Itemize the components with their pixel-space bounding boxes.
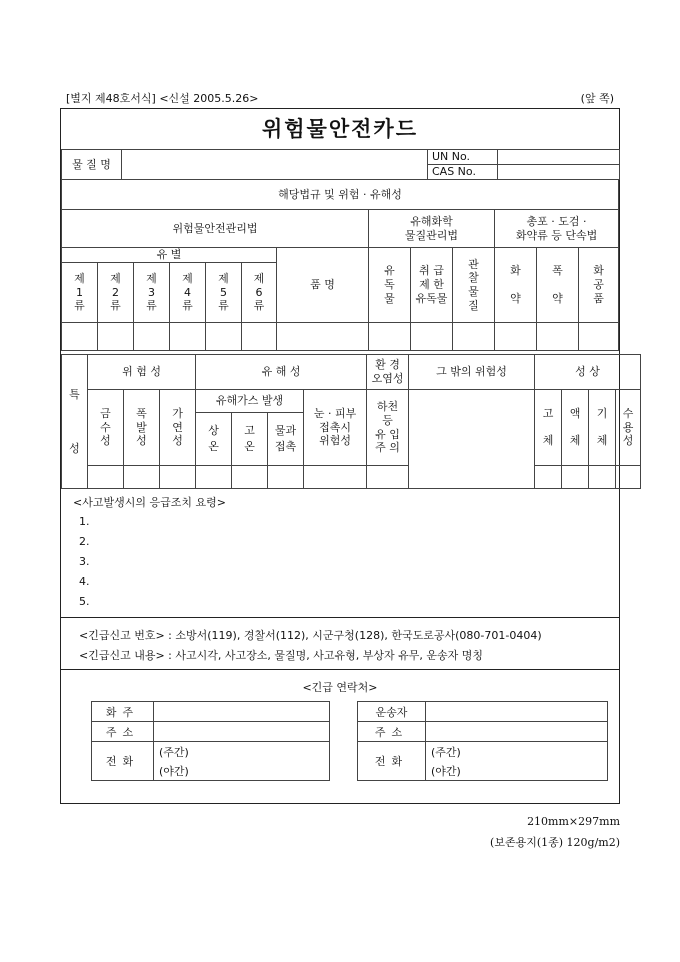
explosive-col: 폭 약 [537, 248, 579, 323]
toxic-substance-check[interactable] [369, 323, 411, 351]
gas-check[interactable] [589, 466, 616, 489]
class-6-check[interactable] [242, 323, 277, 351]
gas-col: 기 체 [589, 390, 616, 466]
emergency-item-4[interactable]: 4. [79, 575, 90, 588]
room-temp-check[interactable] [196, 466, 232, 489]
class-3-col: 제 3 류 [134, 263, 170, 323]
class-5-col: 제 5 류 [206, 263, 242, 323]
shipper-address-field[interactable] [154, 722, 330, 742]
substance-name-field[interactable] [122, 150, 428, 180]
dangerous-goods-law: 위험물안전관리법 [62, 210, 369, 248]
restricted-toxic-check[interactable] [411, 323, 453, 351]
liquid-check[interactable] [562, 466, 589, 489]
un-number-label: UN No. [428, 150, 498, 165]
river-inflow-check[interactable] [367, 466, 409, 489]
carrier-address-label: 주소 [358, 722, 426, 742]
carrier-address-field[interactable] [426, 722, 608, 742]
contact-title: <긴급 연락처> [302, 681, 378, 694]
carrier-label: 운송자 [358, 702, 426, 722]
gunpowder-check[interactable] [495, 323, 537, 351]
water-reactive-check[interactable] [88, 466, 124, 489]
carrier-night-phone[interactable]: (야간) [426, 761, 608, 781]
class-2-col: 제 2 류 [98, 263, 134, 323]
emergency-item-2[interactable]: 2. [79, 535, 90, 548]
emergency-calls [61, 617, 619, 670]
emergency-numbers: <긴급신고 번호> : 소방서(119), 경찰서(112), 시군구청(128), 한국도로공사(080-701-0404) [79, 629, 542, 642]
class-1-col: 제 1 류 [62, 263, 98, 323]
emergency-item-3[interactable]: 3. [79, 555, 90, 568]
shipper-field[interactable] [154, 702, 330, 722]
shipper-address-label: 주소 [92, 722, 154, 742]
soluble-check[interactable] [616, 466, 641, 489]
explosive-prop-col: 폭 발 성 [124, 390, 160, 466]
shipper-phone-label: 전화 [92, 742, 154, 781]
form-reference: [별지 제48호서식] <신설 2005.5.26> [66, 92, 259, 105]
cas-number-label: CAS No. [428, 165, 498, 180]
solid-col: 고 체 [535, 390, 562, 466]
skin-contact-col: 눈 · 피부 접촉시 위험성 [304, 390, 367, 466]
class-6-col: 제 6 류 [242, 263, 277, 323]
observation-substance-check[interactable] [453, 323, 495, 351]
product-name-field[interactable] [277, 323, 369, 351]
harm-header: 유 해 성 [196, 355, 367, 390]
soluble-col: 수 용 성 [616, 390, 641, 466]
class-2-check[interactable] [98, 323, 134, 351]
carrier-field[interactable] [426, 702, 608, 722]
carrier-contact-table [357, 701, 608, 781]
un-number-field[interactable] [498, 150, 620, 165]
paper-spec: (보존용지(1종) 120g/m2) [490, 836, 620, 849]
water-contact-col: 물과 접촉 [274, 423, 297, 453]
class-5-check[interactable] [206, 323, 242, 351]
shipper-day-phone[interactable]: (주간) [154, 742, 330, 762]
toxic-gas-header: 유해가스 발생 [196, 390, 303, 413]
paper-size: 210mm×297mm [527, 815, 620, 828]
gunpowder-col: 화 약 [495, 248, 537, 323]
class-header: 유 별 [62, 248, 277, 263]
emergency-title: <사고발생시의 응급조치 요령> [73, 496, 226, 509]
characteristics-side-label: 특 성 [62, 355, 88, 489]
state-header: 성 상 [535, 355, 641, 390]
water-contact-check[interactable] [268, 466, 304, 489]
shipper-night-phone[interactable]: (야간) [154, 761, 330, 781]
shipper-contact-table [91, 701, 330, 781]
page-title: 위험물안전카드 [61, 109, 619, 150]
emergency-item-5[interactable]: 5. [79, 595, 90, 608]
other-hazard-header: 그 밖의 위험성 [409, 355, 535, 390]
high-temp-col: 고 온 [232, 413, 268, 465]
skin-contact-check[interactable] [304, 466, 367, 489]
hazard-header: 위 험 성 [88, 355, 196, 390]
flammable-col: 가 연 성 [160, 390, 196, 466]
pyrotechnics-check[interactable] [579, 323, 619, 351]
properties-table [61, 354, 641, 489]
class-4-col: 제 4 류 [170, 263, 206, 323]
emergency-item-1[interactable]: 1. [79, 515, 90, 528]
carrier-day-phone[interactable]: (주간) [426, 742, 608, 762]
toxic-chemicals-law: 유해화학 물질관리법 [369, 210, 495, 248]
room-temp-col: 상 온 [196, 413, 232, 465]
laws-table [61, 179, 619, 351]
cas-number-field[interactable] [498, 165, 620, 180]
high-temp-check[interactable] [232, 466, 268, 489]
explosive-prop-check[interactable] [124, 466, 160, 489]
laws-section-title: 해당법규 및 위험 · 유해성 [62, 180, 619, 210]
explosive-check[interactable] [537, 323, 579, 351]
product-name-header: 품 명 [277, 248, 369, 323]
substance-name-label: 물 질 명 [62, 150, 122, 180]
toxic-gas-group [196, 390, 304, 466]
firearms-law: 총포 · 도검 · 화약류 등 단속법 [495, 210, 619, 248]
liquid-col: 액 체 [562, 390, 589, 466]
page-side-label: (앞 쪽) [580, 92, 614, 105]
class-3-check[interactable] [134, 323, 170, 351]
water-reactive-col: 금 수 성 [88, 390, 124, 466]
class-4-check[interactable] [170, 323, 206, 351]
restricted-toxic-col: 취 급 제 한 유독물 [411, 248, 453, 323]
toxic-substance-col: 유 독 물 [369, 248, 411, 323]
carrier-phone-label: 전화 [358, 742, 426, 781]
solid-check[interactable] [535, 466, 562, 489]
pyrotechnics-col: 화 공 품 [579, 248, 619, 323]
emergency-report-content: <긴급신고 내용> : 사고시각, 사고장소, 물질명, 사고유형, 부상자 유무, 운송자 명칭 [79, 649, 483, 662]
observation-substance-col: 관 찰 물 질 [453, 248, 495, 323]
river-inflow-col: 하천 등 유 입 주 의 [367, 390, 409, 466]
safety-card-form [60, 108, 634, 804]
other-hazard-field[interactable] [409, 390, 535, 489]
emergency-measures [61, 487, 619, 618]
flammable-check[interactable] [160, 466, 196, 489]
env-pollution-header: 환 경 오염성 [367, 355, 409, 390]
shipper-label: 화주 [92, 702, 154, 722]
identity-table [61, 149, 620, 180]
class-1-check[interactable] [62, 323, 98, 351]
